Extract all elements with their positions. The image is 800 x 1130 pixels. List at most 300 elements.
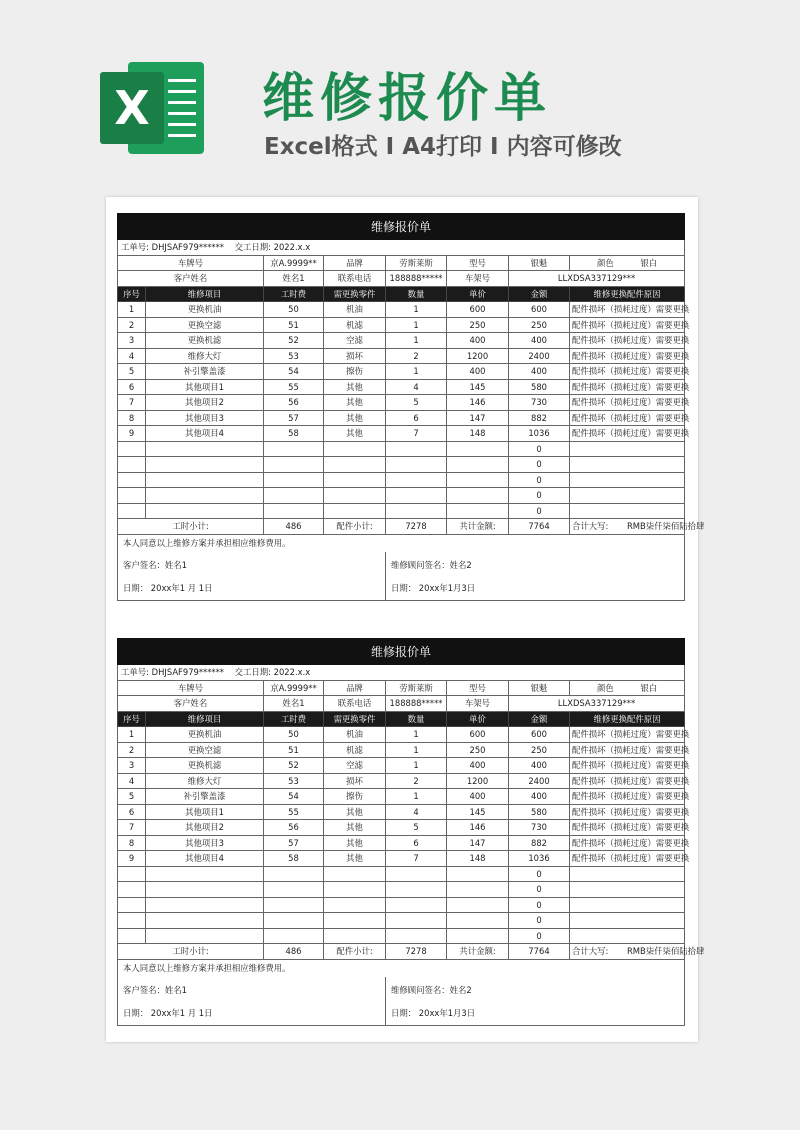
empty-row	[118, 441, 685, 457]
empty-row	[118, 457, 685, 473]
vin-label: 车架号	[447, 271, 509, 287]
customer-row	[118, 696, 685, 712]
row-number: 9	[118, 426, 146, 442]
empty-cell	[264, 913, 324, 929]
vin-value: LLXDSA337129***	[509, 696, 685, 712]
empty-cell	[324, 913, 386, 929]
row-number: 1	[118, 302, 146, 318]
repair-item: 更换机油	[146, 727, 264, 743]
row-number: 4	[118, 348, 146, 364]
empty-row	[118, 913, 685, 929]
row-number: 9	[118, 851, 146, 867]
logo-letter: X	[114, 81, 150, 135]
empty-amount: 0	[509, 882, 570, 898]
replacement-part: 机油	[324, 302, 386, 318]
empty-cell	[146, 457, 264, 473]
phone-value: 188888*****	[386, 696, 447, 712]
unit-price: 600	[447, 727, 509, 743]
empty-cell	[447, 472, 509, 488]
empty-cell	[570, 503, 685, 519]
unit-price: 145	[447, 379, 509, 395]
table-row	[118, 727, 685, 743]
amount: 2400	[509, 773, 570, 789]
quantity: 1	[386, 333, 447, 349]
grand-total-value: 7764	[509, 944, 570, 960]
empty-cell	[146, 928, 264, 944]
unit-price: 148	[447, 426, 509, 442]
repair-item: 维修大灯	[146, 773, 264, 789]
amount: 882	[509, 835, 570, 851]
unit-price: 147	[447, 410, 509, 426]
unit-price: 148	[447, 851, 509, 867]
amount: 882	[509, 410, 570, 426]
replacement-reason: 配件损坏（损耗过度）需要更换	[570, 364, 685, 380]
model-value: 银魁	[509, 680, 570, 696]
quantity: 7	[386, 426, 447, 442]
labor-fee: 50	[264, 727, 324, 743]
replacement-part: 擦伤	[324, 364, 386, 380]
repair-item: 维修大灯	[146, 348, 264, 364]
customer-sign-date: 日期： 20xx年1 月 1日	[118, 577, 386, 600]
replacement-reason: 配件损坏（损耗过度）需要更换	[570, 727, 685, 743]
empty-cell	[118, 882, 146, 898]
work-order-value: DHJSAF979******	[151, 667, 224, 678]
vehicle-row	[118, 680, 685, 696]
customer-signature: 客户签名：姓名1	[118, 977, 386, 1002]
replacement-part: 其他	[324, 835, 386, 851]
empty-cell	[264, 441, 324, 457]
empty-cell	[570, 866, 685, 882]
empty-cell	[570, 457, 685, 473]
empty-cell	[118, 897, 146, 913]
empty-cell	[386, 928, 447, 944]
empty-row	[118, 928, 685, 944]
consent-text: 本人同意以上维修方案并承担相应维修费用。	[118, 959, 685, 977]
empty-cell	[447, 488, 509, 504]
empty-cell	[386, 503, 447, 519]
table-row	[118, 851, 685, 867]
empty-cell	[324, 897, 386, 913]
replacement-reason: 配件损坏（损耗过度）需要更换	[570, 395, 685, 411]
table-row	[118, 302, 685, 318]
repair-item: 其他项目3	[146, 410, 264, 426]
empty-row	[118, 866, 685, 882]
table-row	[118, 317, 685, 333]
empty-cell	[146, 913, 264, 929]
empty-row	[118, 882, 685, 898]
quantity: 6	[386, 835, 447, 851]
empty-cell	[447, 882, 509, 898]
unit-price: 400	[447, 333, 509, 349]
empty-cell	[118, 928, 146, 944]
col-header: 序号	[118, 711, 146, 727]
empty-amount: 0	[509, 928, 570, 944]
delivery-date-value: 2022.x.x	[273, 667, 311, 678]
replacement-reason: 配件损坏（损耗过度）需要更换	[570, 835, 685, 851]
col-header: 单价	[447, 711, 509, 727]
empty-cell	[146, 503, 264, 519]
empty-row	[118, 472, 685, 488]
col-header: 维修项目	[146, 286, 264, 302]
labor-fee: 54	[264, 789, 324, 805]
empty-cell	[447, 913, 509, 929]
col-header: 维修项目	[146, 711, 264, 727]
empty-cell	[324, 457, 386, 473]
repair-item: 其他项目2	[146, 820, 264, 836]
empty-cell	[570, 897, 685, 913]
table-row	[118, 348, 685, 364]
vin-value: LLXDSA337129***	[509, 271, 685, 287]
totals-row	[118, 944, 685, 960]
table-row	[118, 789, 685, 805]
replacement-reason: 配件损坏（损耗过度）需要更换	[570, 758, 685, 774]
empty-amount: 0	[509, 913, 570, 929]
customer-sign-date: 日期： 20xx年1 月 1日	[118, 1002, 386, 1025]
quantity: 1	[386, 727, 447, 743]
quantity: 2	[386, 348, 447, 364]
caps-value: RMB柒仟柒佰陆拾肆	[626, 946, 705, 957]
customer-name-label: 客户姓名	[118, 271, 264, 287]
amount: 600	[509, 302, 570, 318]
delivery-date-value: 2022.x.x	[273, 242, 311, 253]
empty-cell	[386, 897, 447, 913]
vehicle-row	[118, 255, 685, 271]
unit-price: 250	[447, 317, 509, 333]
quote-table	[117, 638, 705, 1026]
replacement-reason: 配件损坏（损耗过度）需要更换	[570, 302, 685, 318]
empty-cell	[447, 897, 509, 913]
empty-cell	[447, 866, 509, 882]
empty-amount: 0	[509, 897, 570, 913]
empty-amount: 0	[509, 866, 570, 882]
replacement-part: 机滤	[324, 317, 386, 333]
replacement-part: 其他	[324, 410, 386, 426]
empty-cell	[264, 488, 324, 504]
empty-cell	[264, 882, 324, 898]
customer-row	[118, 271, 685, 287]
brand-label: 品牌	[324, 680, 386, 696]
plate-value: 京A.9999**	[264, 680, 324, 696]
consent-text: 本人同意以上维修方案并承担相应维修费用。	[118, 534, 685, 552]
labor-fee: 53	[264, 773, 324, 789]
empty-cell	[386, 488, 447, 504]
empty-cell	[324, 441, 386, 457]
amount: 1036	[509, 426, 570, 442]
labor-fee: 53	[264, 348, 324, 364]
replacement-reason: 配件损坏（损耗过度）需要更换	[570, 333, 685, 349]
empty-cell	[118, 866, 146, 882]
replacement-reason: 配件损坏（损耗过度）需要更换	[570, 851, 685, 867]
replacement-part: 空滤	[324, 333, 386, 349]
row-number: 4	[118, 773, 146, 789]
empty-cell	[570, 882, 685, 898]
replacement-part: 其他	[324, 851, 386, 867]
column-header-row	[118, 711, 685, 727]
advisor-sign-date: 日期： 20xx年1月3日	[386, 1002, 685, 1025]
table-row	[118, 835, 685, 851]
empty-cell	[146, 897, 264, 913]
amount: 730	[509, 395, 570, 411]
replacement-part: 擦伤	[324, 789, 386, 805]
table-row	[118, 395, 685, 411]
table-row	[118, 410, 685, 426]
col-header: 金额	[509, 711, 570, 727]
empty-cell	[570, 913, 685, 929]
labor-fee: 58	[264, 851, 324, 867]
empty-cell	[324, 928, 386, 944]
row-number: 2	[118, 317, 146, 333]
parts-total-label: 配件小计:	[324, 519, 386, 535]
customer-signature: 客户签名：姓名1	[118, 552, 386, 577]
phone-label: 联系电话	[324, 271, 386, 287]
unit-price: 400	[447, 364, 509, 380]
labor-fee: 57	[264, 410, 324, 426]
labor-fee: 54	[264, 364, 324, 380]
table-row	[118, 773, 685, 789]
unit-price: 1200	[447, 773, 509, 789]
quantity: 1	[386, 789, 447, 805]
work-order-label: 工单号:	[121, 242, 149, 253]
amount: 1036	[509, 851, 570, 867]
empty-amount: 0	[509, 441, 570, 457]
replacement-part: 损坏	[324, 348, 386, 364]
labor-total-value: 486	[264, 944, 324, 960]
empty-amount: 0	[509, 457, 570, 473]
table-row	[118, 364, 685, 380]
model-label: 型号	[447, 255, 509, 271]
replacement-reason: 配件损坏（损耗过度）需要更换	[570, 317, 685, 333]
parts-total-label: 配件小计:	[324, 944, 386, 960]
empty-cell	[118, 913, 146, 929]
customer-name-label: 客户姓名	[118, 696, 264, 712]
col-header: 工时费	[264, 711, 324, 727]
quantity: 5	[386, 395, 447, 411]
table-row	[118, 426, 685, 442]
unit-price: 146	[447, 395, 509, 411]
unit-price: 250	[447, 742, 509, 758]
model-value: 银魁	[509, 255, 570, 271]
row-number: 5	[118, 789, 146, 805]
quantity: 6	[386, 410, 447, 426]
quantity: 1	[386, 758, 447, 774]
empty-cell	[118, 472, 146, 488]
brand-value: 劳斯莱斯	[386, 255, 447, 271]
empty-cell	[386, 882, 447, 898]
empty-cell	[570, 472, 685, 488]
brand-value: 劳斯莱斯	[386, 680, 447, 696]
empty-cell	[324, 488, 386, 504]
unit-price: 1200	[447, 348, 509, 364]
repair-item: 其他项目1	[146, 379, 264, 395]
labor-fee: 52	[264, 758, 324, 774]
empty-cell	[570, 488, 685, 504]
replacement-part: 其他	[324, 379, 386, 395]
labor-fee: 58	[264, 426, 324, 442]
col-header: 需更换零件	[324, 286, 386, 302]
empty-cell	[264, 503, 324, 519]
replacement-reason: 配件损坏（损耗过度）需要更换	[570, 820, 685, 836]
unit-price: 600	[447, 302, 509, 318]
replacement-part: 损坏	[324, 773, 386, 789]
labor-fee: 52	[264, 333, 324, 349]
customer-name-value: 姓名1	[264, 271, 324, 287]
advisor-sign-date: 日期： 20xx年1月3日	[386, 577, 685, 600]
labor-fee: 51	[264, 742, 324, 758]
repair-item: 更换空滤	[146, 317, 264, 333]
labor-fee: 55	[264, 804, 324, 820]
amount: 400	[509, 333, 570, 349]
replacement-reason: 配件损坏（损耗过度）需要更换	[570, 789, 685, 805]
customer-name-value: 姓名1	[264, 696, 324, 712]
caps-label: 合计大写:	[572, 521, 609, 532]
form-title: 维修报价单	[118, 639, 685, 665]
empty-cell	[324, 503, 386, 519]
row-number: 8	[118, 410, 146, 426]
unit-price: 400	[447, 789, 509, 805]
quote-table	[117, 213, 705, 601]
repair-item: 更换机油	[146, 302, 264, 318]
replacement-reason: 配件损坏（损耗过度）需要更换	[570, 410, 685, 426]
replacement-part: 机滤	[324, 742, 386, 758]
repair-item: 其他项目2	[146, 395, 264, 411]
amount: 730	[509, 820, 570, 836]
row-number: 7	[118, 395, 146, 411]
row-number: 6	[118, 379, 146, 395]
form-title: 维修报价单	[118, 214, 685, 240]
order-info-row	[118, 240, 685, 256]
empty-cell	[264, 866, 324, 882]
brand-label: 品牌	[324, 255, 386, 271]
col-header: 数量	[386, 711, 447, 727]
empty-cell	[570, 441, 685, 457]
labor-total-value: 486	[264, 519, 324, 535]
empty-amount: 0	[509, 503, 570, 519]
unit-price: 147	[447, 835, 509, 851]
empty-cell	[447, 503, 509, 519]
color-label: 颜色	[596, 682, 614, 693]
plate-label: 车牌号	[118, 255, 264, 271]
amount: 250	[509, 317, 570, 333]
replacement-part: 其他	[324, 820, 386, 836]
col-header: 金额	[509, 286, 570, 302]
banner	[0, 0, 800, 190]
totals-row	[118, 519, 685, 535]
grand-total-label: 共计金额:	[447, 519, 509, 535]
col-header: 维修更换配件原因	[570, 286, 685, 302]
empty-cell	[386, 441, 447, 457]
replacement-reason: 配件损坏（损耗过度）需要更换	[570, 804, 685, 820]
table-row	[118, 379, 685, 395]
color-label: 颜色	[596, 257, 614, 268]
repair-item: 更换空滤	[146, 742, 264, 758]
labor-fee: 56	[264, 820, 324, 836]
quote-sheet-2	[117, 638, 705, 1026]
labor-total-label: 工时小计:	[118, 519, 264, 535]
empty-cell	[570, 928, 685, 944]
empty-cell	[386, 457, 447, 473]
table-row	[118, 742, 685, 758]
quantity: 1	[386, 317, 447, 333]
unit-price: 146	[447, 820, 509, 836]
advisor-signature: 维修顾问签名：姓名2	[386, 552, 685, 577]
phone-label: 联系电话	[324, 696, 386, 712]
empty-cell	[386, 913, 447, 929]
labor-fee: 55	[264, 379, 324, 395]
empty-amount: 0	[509, 488, 570, 504]
quantity: 4	[386, 379, 447, 395]
model-label: 型号	[447, 680, 509, 696]
parts-total-value: 7278	[386, 944, 447, 960]
repair-item: 更换机滤	[146, 333, 264, 349]
replacement-part: 其他	[324, 426, 386, 442]
empty-cell	[146, 488, 264, 504]
replacement-reason: 配件损坏（损耗过度）需要更换	[570, 426, 685, 442]
amount: 2400	[509, 348, 570, 364]
empty-cell	[146, 866, 264, 882]
row-number: 8	[118, 835, 146, 851]
empty-cell	[118, 457, 146, 473]
work-order-label: 工单号:	[121, 667, 149, 678]
labor-fee: 51	[264, 317, 324, 333]
replacement-reason: 配件损坏（损耗过度）需要更换	[570, 773, 685, 789]
empty-row	[118, 488, 685, 504]
row-number: 3	[118, 758, 146, 774]
replacement-reason: 配件损坏（损耗过度）需要更换	[570, 348, 685, 364]
empty-row	[118, 897, 685, 913]
amount: 400	[509, 789, 570, 805]
empty-cell	[118, 488, 146, 504]
amount: 400	[509, 364, 570, 380]
empty-cell	[146, 441, 264, 457]
empty-row	[118, 503, 685, 519]
empty-cell	[324, 866, 386, 882]
column-header-row	[118, 286, 685, 302]
amount: 250	[509, 742, 570, 758]
caps-label: 合计大写:	[572, 946, 609, 957]
repair-item: 其他项目3	[146, 835, 264, 851]
quantity: 1	[386, 742, 447, 758]
empty-cell	[264, 897, 324, 913]
empty-cell	[324, 882, 386, 898]
grand-total-label: 共计金额:	[447, 944, 509, 960]
col-header: 序号	[118, 286, 146, 302]
col-header: 维修更换配件原因	[570, 711, 685, 727]
quantity: 7	[386, 851, 447, 867]
labor-fee: 56	[264, 395, 324, 411]
repair-item: 补引擎盖漆	[146, 789, 264, 805]
repair-item: 其他项目4	[146, 851, 264, 867]
row-number: 2	[118, 742, 146, 758]
row-number: 5	[118, 364, 146, 380]
delivery-date-label: 交工日期:	[234, 242, 271, 253]
replacement-part: 其他	[324, 395, 386, 411]
labor-fee: 57	[264, 835, 324, 851]
empty-cell	[264, 457, 324, 473]
row-number: 6	[118, 804, 146, 820]
amount: 580	[509, 379, 570, 395]
quantity: 1	[386, 302, 447, 318]
quantity: 1	[386, 364, 447, 380]
empty-cell	[447, 928, 509, 944]
work-order-value: DHJSAF979******	[151, 242, 224, 253]
col-header: 单价	[447, 286, 509, 302]
replacement-reason: 配件损坏（损耗过度）需要更换	[570, 379, 685, 395]
empty-cell	[264, 472, 324, 488]
empty-cell	[118, 503, 146, 519]
labor-fee: 50	[264, 302, 324, 318]
vin-label: 车架号	[447, 696, 509, 712]
empty-cell	[386, 866, 447, 882]
